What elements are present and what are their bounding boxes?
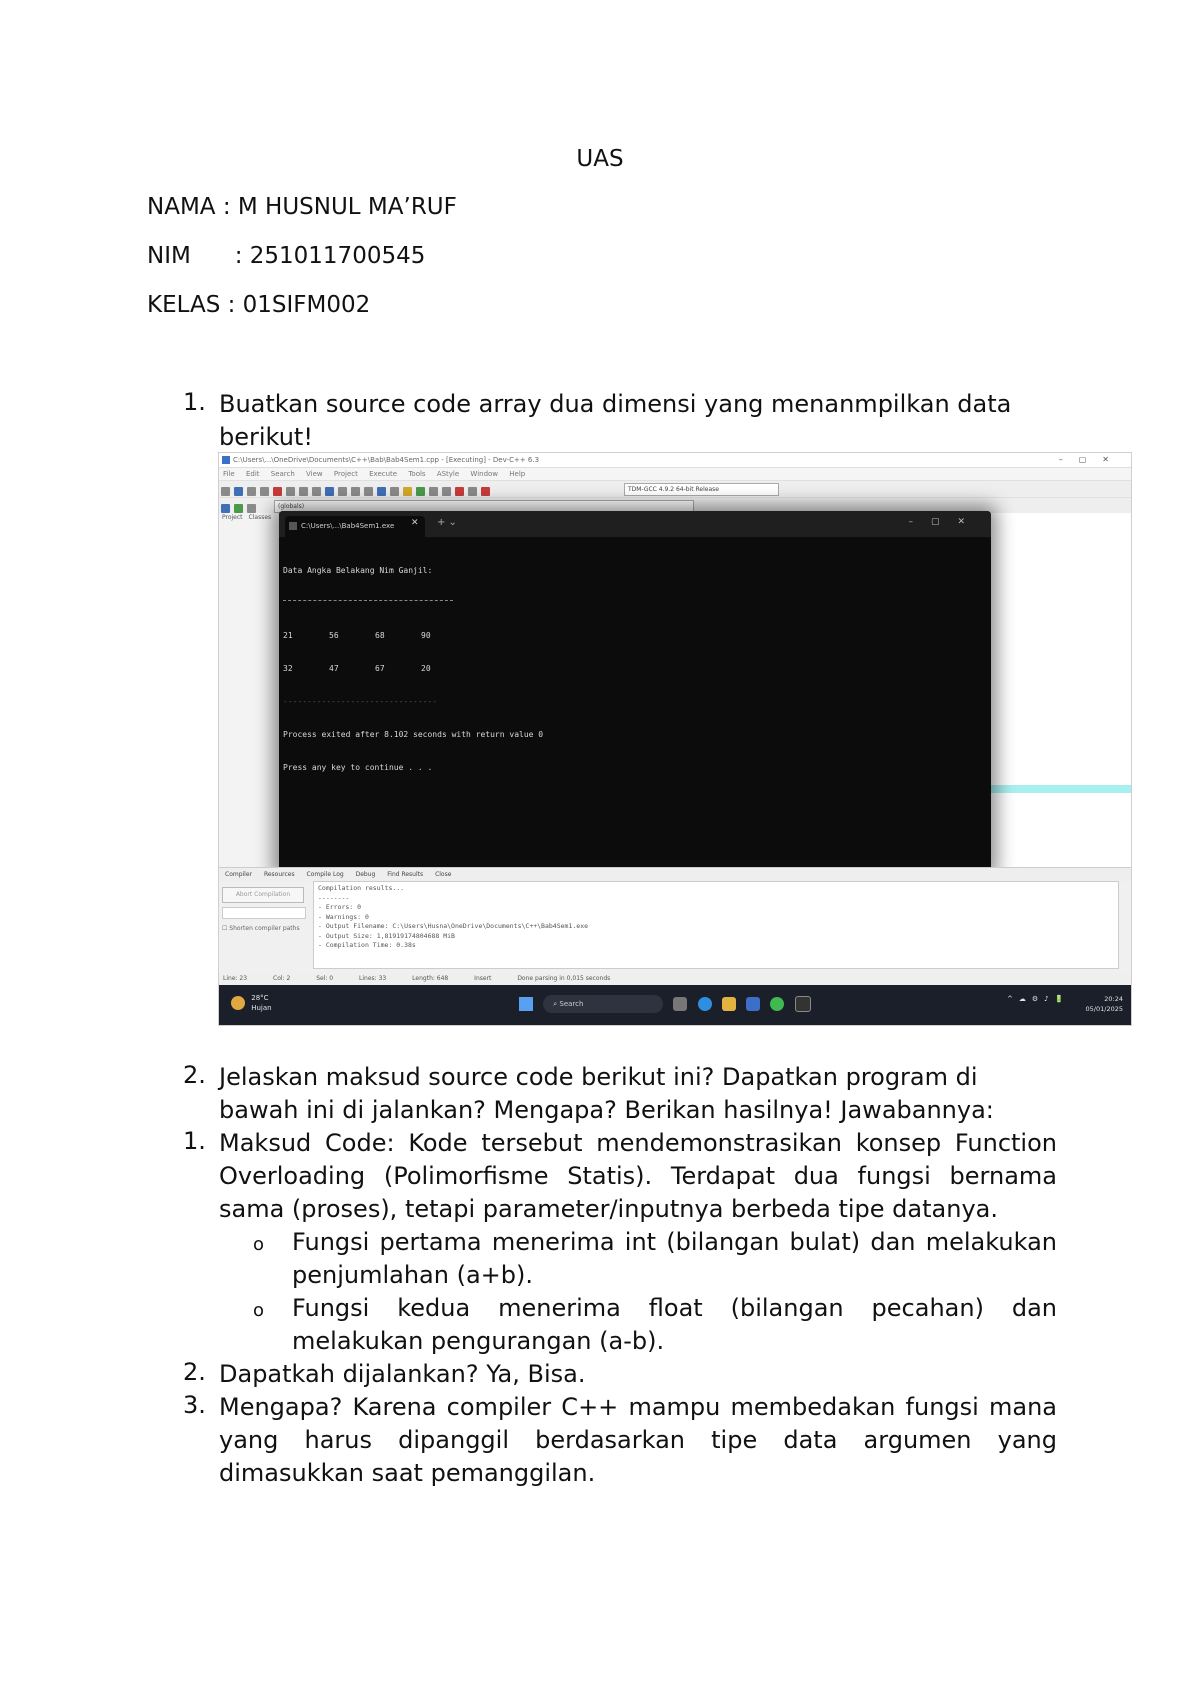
save-icon[interactable] (247, 487, 256, 496)
answer1-bullet-2: Fungsi kedua menerima float (bilangan pecahan) dan melakukan pengurangan (a-b). (292, 1294, 1057, 1355)
close-tab-icon[interactable]: ✕ (411, 518, 419, 528)
menu-help[interactable]: Help (509, 470, 526, 478)
shorten-paths-label: Shorten compiler paths (229, 925, 300, 932)
answer2-text: Dapatkah dijalankan? Ya, Bisa. (219, 1360, 586, 1388)
file-explorer-icon[interactable] (722, 997, 736, 1011)
console-exit-line: Process exited after 8.102 seconds with return value 0 (283, 730, 544, 739)
answer1-number: 1. (183, 1127, 206, 1155)
console-tab-title: C:\Users\...\Bab4Sem1.exe (301, 522, 395, 530)
answer3-number: 3. (183, 1391, 206, 1419)
tab-compile-log[interactable]: Compile Log (306, 871, 344, 878)
log-line: - Warnings: 0 (318, 912, 369, 921)
compile-log-panel (219, 881, 1131, 973)
console-output (279, 537, 991, 801)
new-tab-icon[interactable]: + ⌄ (437, 517, 457, 528)
weather-widget[interactable] (231, 993, 272, 1013)
ide-status-bar (219, 973, 1131, 985)
compiler-select[interactable]: TDM-GCC 4.9.2 64-bit Release (624, 483, 779, 496)
cell: 90 (421, 631, 431, 640)
tab-classes[interactable]: Classes (248, 514, 272, 521)
compile-run-icon[interactable] (429, 487, 438, 496)
close-file-icon[interactable] (273, 487, 282, 496)
menu-search[interactable]: Search (270, 470, 295, 478)
log-line: -------- (318, 893, 350, 902)
cell: 67 (375, 664, 385, 673)
stop-icon[interactable] (455, 487, 464, 496)
log-controls (219, 881, 311, 973)
log-line: - Output Filename: C:\Users\Husna\OneDrive\Documents\C++\Bab4Sem1.exe (318, 922, 589, 930)
scope-select[interactable]: (globals) (274, 500, 694, 513)
nim-field: NIM : 251011700545 (147, 243, 426, 269)
ide-title-text: C:\Users\...\OneDrive\Documents\C++\Bab\Bab4Sem1.cpp - [Executing] - Dev-C++ 6.3 (233, 456, 540, 464)
indent-icon[interactable] (351, 487, 360, 496)
class-icon[interactable] (221, 504, 230, 513)
status-sel: Sel: 0 (316, 975, 334, 982)
print-icon[interactable] (286, 487, 295, 496)
unindent-icon[interactable] (364, 487, 373, 496)
log-line: - Compilation Time: 0.38s (318, 941, 416, 949)
bullet-marker: o (253, 1234, 265, 1255)
save-all-icon[interactable] (260, 487, 269, 496)
menu-tools[interactable]: Tools (408, 470, 426, 478)
question1-number: 1. (183, 388, 206, 416)
tab-find-results[interactable]: Find Results (387, 871, 424, 878)
menu-file[interactable]: File (223, 470, 235, 478)
log-line: - Output Size: 1,81919174804688 MiB (318, 931, 455, 940)
status-parse: Done parsing in 0,015 seconds (517, 975, 611, 982)
document-title: UAS (576, 146, 624, 172)
bottom-tab-bar (219, 867, 1131, 882)
console-tab[interactable] (285, 516, 425, 537)
start-icon[interactable] (519, 997, 533, 1011)
menu-execute[interactable]: Execute (369, 470, 398, 478)
ide-toolbar-main (219, 480, 1131, 497)
project-panel (219, 513, 280, 867)
devcpp-taskbar-icon[interactable] (746, 997, 760, 1011)
windows-taskbar (219, 985, 1131, 1025)
shorten-paths-checkbox[interactable]: ☐ Shorten compiler paths (222, 925, 300, 932)
taskbar-search[interactable]: ⌕ Search (543, 995, 663, 1013)
abort-compilation-button[interactable]: Abort Compilation (222, 887, 304, 903)
bullet-marker: o (253, 1300, 265, 1321)
console-window-controls[interactable]: –▢✕ (908, 517, 983, 527)
weather-icon (231, 996, 245, 1010)
debug-icon[interactable] (481, 487, 490, 496)
log-line: Compilation results... (318, 884, 405, 892)
question2-number: 2. (183, 1061, 206, 1089)
terminal-icon (289, 522, 297, 530)
cell: 32 (283, 664, 293, 673)
devcpp-icon (222, 456, 230, 464)
compile-progress-bar (222, 907, 306, 919)
replace-icon[interactable] (338, 487, 347, 496)
menu-project[interactable]: Project (333, 470, 358, 478)
editor-highlight-line (989, 785, 1131, 793)
clock-date: 05/01/2025 (1085, 1005, 1123, 1013)
answer2-number: 2. (183, 1358, 206, 1386)
console-heading: Data Angka Belakang Nim Ganjil: (283, 566, 433, 575)
undo-icon[interactable] (299, 487, 308, 496)
whatsapp-icon[interactable] (770, 997, 784, 1011)
log-line: - Errors: 0 (318, 903, 362, 911)
console-row (283, 663, 987, 674)
open-icon[interactable] (234, 487, 243, 496)
rebuild-icon[interactable] (442, 487, 451, 496)
terminal-taskbar-icon[interactable] (795, 996, 811, 1012)
console-separator: -------------------------------- (283, 697, 438, 706)
edge-icon[interactable] (698, 997, 712, 1011)
compile-icon[interactable] (403, 487, 412, 496)
ide-menu-bar (219, 468, 1131, 480)
tab-project[interactable]: Project (222, 514, 243, 521)
insert-icon[interactable] (234, 504, 243, 513)
clock-time: 20:24 (1104, 995, 1123, 1003)
status-lines: Lines: 33 (359, 975, 387, 982)
task-view-icon[interactable] (673, 997, 687, 1011)
find-icon[interactable] (325, 487, 334, 496)
compile-log-output (313, 881, 1119, 969)
status-line: Line: 23 (223, 975, 248, 982)
console-window (279, 511, 991, 874)
menu-window[interactable]: Window (470, 470, 499, 478)
question2-text: Jelaskan maksud source code berikut ini? Dapatkan program di bawah ini di jalankan? Mengapa? Berikan hasilnya! Jawabannya: (219, 1063, 994, 1124)
tray-icons[interactable]: ^☁⚙♪🔋 (1006, 995, 1070, 1003)
console-row (283, 630, 987, 641)
bookmark-icon[interactable] (377, 487, 386, 496)
tab-close[interactable]: Close (435, 871, 452, 878)
ide-title-bar (219, 453, 1131, 468)
redo-icon[interactable] (312, 487, 321, 496)
nama-field: NAMA : M HUSNUL MA’RUF (147, 194, 457, 220)
cell: 68 (375, 631, 385, 640)
status-mode: Insert (474, 975, 492, 982)
menu-edit[interactable]: Edit (245, 470, 260, 478)
question1-text: Buatkan source code array dua dimensi yang menanmpilkan data berikut! (219, 390, 1012, 451)
system-tray (1007, 994, 1123, 1014)
weather-temp: 28°C (251, 994, 269, 1002)
search-placeholder: Search (559, 1000, 584, 1008)
answer1-bullet-1: Fungsi pertama menerima int (bilangan bulat) dan melakukan penjumlahan (a+b). (292, 1228, 1057, 1289)
taskbar-apps (519, 995, 811, 1013)
answer1-text: Maksud Code: Kode tersebut mendemonstrasikan konsep Function Overloading (Polimorfisme Statis). Terdapat dua fungsi bernama sama (proses), tetapi parameter/inputnya berbeda tipe datanya. (219, 1129, 1057, 1223)
status-length: Length: 648 (412, 975, 449, 982)
tab-compiler[interactable]: Compiler (225, 871, 253, 878)
cell: 56 (329, 631, 339, 640)
tab-debug[interactable]: Debug (355, 871, 376, 878)
new-file-icon[interactable] (221, 487, 230, 496)
status-col: Col: 2 (273, 975, 291, 982)
kelas-field: KELAS : 01SIFM002 (147, 292, 371, 318)
tab-resources[interactable]: Resources (263, 871, 295, 878)
toggle-icon[interactable] (247, 504, 256, 513)
console-continue-line: Press any key to continue . . . (283, 763, 433, 772)
menu-view[interactable]: View (306, 470, 323, 478)
chart-icon[interactable] (468, 487, 477, 496)
cell: 20 (421, 664, 431, 673)
weather-desc: Hujan (251, 1004, 272, 1012)
clock[interactable] (1086, 994, 1123, 1014)
menu-astyle[interactable]: AStyle (436, 470, 460, 478)
run-icon[interactable] (416, 487, 425, 496)
ide-screenshot (218, 452, 1132, 1026)
cell: 47 (329, 664, 339, 673)
window-controls[interactable]: –▢✕ (1058, 455, 1125, 464)
cell: 21 (283, 631, 293, 640)
console-rule (283, 600, 453, 602)
answer3-text: Mengapa? Karena compiler C++ mampu membedakan fungsi mana yang harus dipanggil berdasarkan tipe data argumen yang dimasukkan saat pemanggilan. (219, 1393, 1057, 1487)
goto-icon[interactable] (390, 487, 399, 496)
console-title-bar (279, 511, 991, 537)
